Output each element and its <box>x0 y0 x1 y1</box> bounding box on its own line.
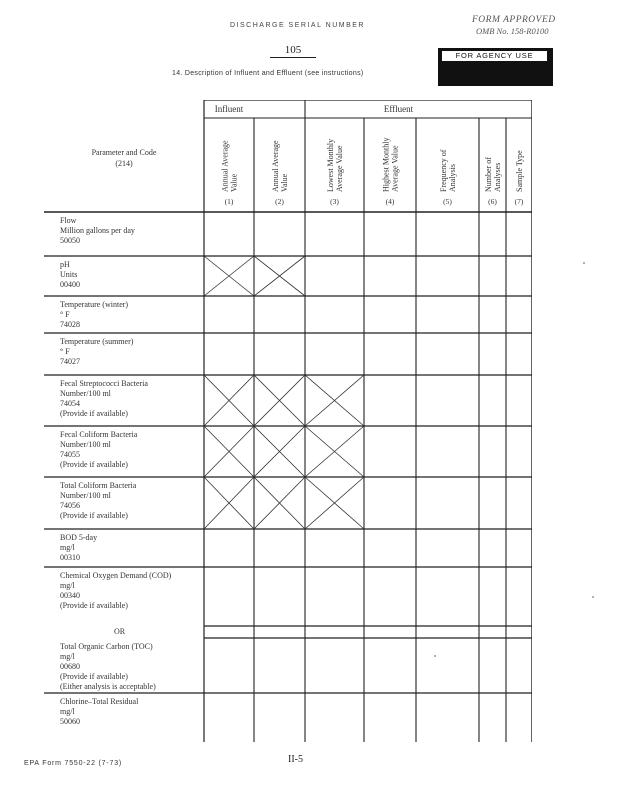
column-header-label: Sample Type <box>515 150 524 192</box>
column-header-label: Average Value <box>390 145 400 192</box>
parameter-line: Million gallons per day <box>60 226 135 235</box>
discharge-serial-label: DISCHARGE SERIAL NUMBER <box>230 22 365 29</box>
agency-use-label: FOR AGENCY USE <box>441 50 548 62</box>
column-number: (7) <box>514 197 524 206</box>
column-number: (6) <box>488 197 497 206</box>
parameter-line: ° F <box>60 347 70 356</box>
parameter-line: Fecal Coliform Bacteria <box>60 430 138 439</box>
parameter-line: Chemical Oxygen Demand (COD) <box>60 571 172 580</box>
not-applicable-cross <box>204 426 254 477</box>
column-header-label: Annual Average <box>220 140 230 192</box>
parameter-label <box>60 337 133 367</box>
parameter-line: OR <box>114 627 126 636</box>
parameter-label <box>60 481 136 521</box>
parameter-line: Number/100 ml <box>60 491 111 500</box>
not-applicable-cross <box>254 375 305 426</box>
parameter-label <box>60 642 156 692</box>
parameter-label <box>60 260 80 290</box>
epa-form-number: EPA Form 7550-22 (7-73) <box>24 760 123 767</box>
column-header-label: Analysis <box>448 164 457 192</box>
column-header-label: Analyses <box>493 162 502 192</box>
column-number: (2) <box>275 197 284 206</box>
parameter-line: 00310 <box>60 553 80 562</box>
scan-speck <box>583 262 585 264</box>
scan-speck <box>434 655 436 657</box>
parameter-line: (Provide if available) <box>60 672 128 681</box>
param-header-label: Parameter and Code <box>91 148 157 157</box>
not-applicable-cross <box>204 256 254 296</box>
parameter-line: 00340 <box>60 591 80 600</box>
omb-number: OMB No. 158-R0100 <box>476 26 549 36</box>
parameter-line: Temperature (summer) <box>60 337 134 346</box>
form-approved-label: FORM APPROVED <box>472 15 556 25</box>
parameter-label <box>60 533 97 563</box>
not-applicable-cross <box>254 477 305 529</box>
not-applicable-cross <box>204 375 254 426</box>
parameter-line: mg/l <box>60 652 75 661</box>
parameter-line: Units <box>60 270 78 279</box>
parameter-line: Chlorine–Total Residual <box>60 697 139 706</box>
scan-speck <box>592 596 594 598</box>
not-applicable-cross <box>204 477 254 529</box>
column-header-label: Value <box>280 173 289 192</box>
not-applicable-cross <box>305 426 364 477</box>
column-number: (4) <box>385 197 395 206</box>
parameter-line: (Provide if available) <box>60 460 128 469</box>
column-header-label: Annual Average <box>271 140 280 192</box>
column-number: (1) <box>224 197 234 206</box>
parameter-line: ° F <box>60 310 70 319</box>
parameter-line: 00400 <box>60 280 80 289</box>
or-separator <box>114 627 125 637</box>
parameter-line: Number/100 ml <box>60 389 111 398</box>
section-title: 14. Description of Influent and Effluent (see instructions) <box>172 70 364 77</box>
parameter-line: (Either analysis is acceptable) <box>60 682 156 691</box>
parameter-line: (Provide if available) <box>60 511 128 520</box>
column-header-label: Frequency of <box>439 149 448 192</box>
parameter-line: mg/l <box>60 581 75 590</box>
parameter-label <box>60 379 148 419</box>
parameter-line: Total Organic Carbon (TOC) <box>60 642 153 651</box>
column-header-label: Number of <box>484 157 493 192</box>
column-header-label: Highest Monthly <box>381 137 391 192</box>
parameter-line: Flow <box>60 216 77 225</box>
column-number: (5) <box>443 197 452 206</box>
column-header-label: Value <box>229 173 239 192</box>
not-applicable-cross <box>254 426 305 477</box>
parameter-line: 50050 <box>60 236 80 245</box>
parameter-line: mg/l <box>60 707 75 716</box>
influent-header: Influent <box>214 104 244 114</box>
parameter-label <box>60 571 171 611</box>
not-applicable-cross <box>305 477 364 529</box>
parameter-line: 74027 <box>60 357 80 366</box>
parameter-line: (Provide if available) <box>60 601 128 610</box>
page-number: II-5 <box>288 754 303 765</box>
column-number: (3) <box>330 197 339 206</box>
parameter-line: mg/l <box>60 543 75 552</box>
parameter-line: 74054 <box>60 399 80 408</box>
parameter-line: Temperature (winter) <box>60 300 129 309</box>
parameter-label <box>60 216 135 246</box>
agency-use-box <box>438 48 553 86</box>
parameter-line: 74055 <box>60 450 80 459</box>
column-header-label: Lowest Monthly <box>326 138 335 192</box>
param-header-code: (214) <box>115 159 133 168</box>
parameter-line: BOD 5-day <box>60 533 98 542</box>
parameter-line: (Provide if available) <box>60 409 128 418</box>
parameter-line: 50060 <box>60 717 80 726</box>
parameter-line: 74028 <box>60 320 80 329</box>
not-applicable-cross <box>254 256 305 296</box>
parameter-line: Fecal Streptococci Bacteria <box>60 379 148 388</box>
parameter-line: Total Coliform Bacteria <box>60 481 137 490</box>
parameter-line: 74056 <box>60 501 80 510</box>
parameter-label <box>60 697 138 727</box>
parameter-label <box>60 430 137 470</box>
parameter-line: pH <box>60 260 70 269</box>
parameter-label <box>60 300 128 330</box>
parameter-line: Number/100 ml <box>60 440 111 449</box>
discharge-serial-number: 105 <box>270 44 316 58</box>
column-header-label: Average Value <box>335 145 344 192</box>
parameter-line: 00680 <box>60 662 80 671</box>
not-applicable-cross <box>305 375 364 426</box>
effluent-header: Effluent <box>383 104 414 114</box>
